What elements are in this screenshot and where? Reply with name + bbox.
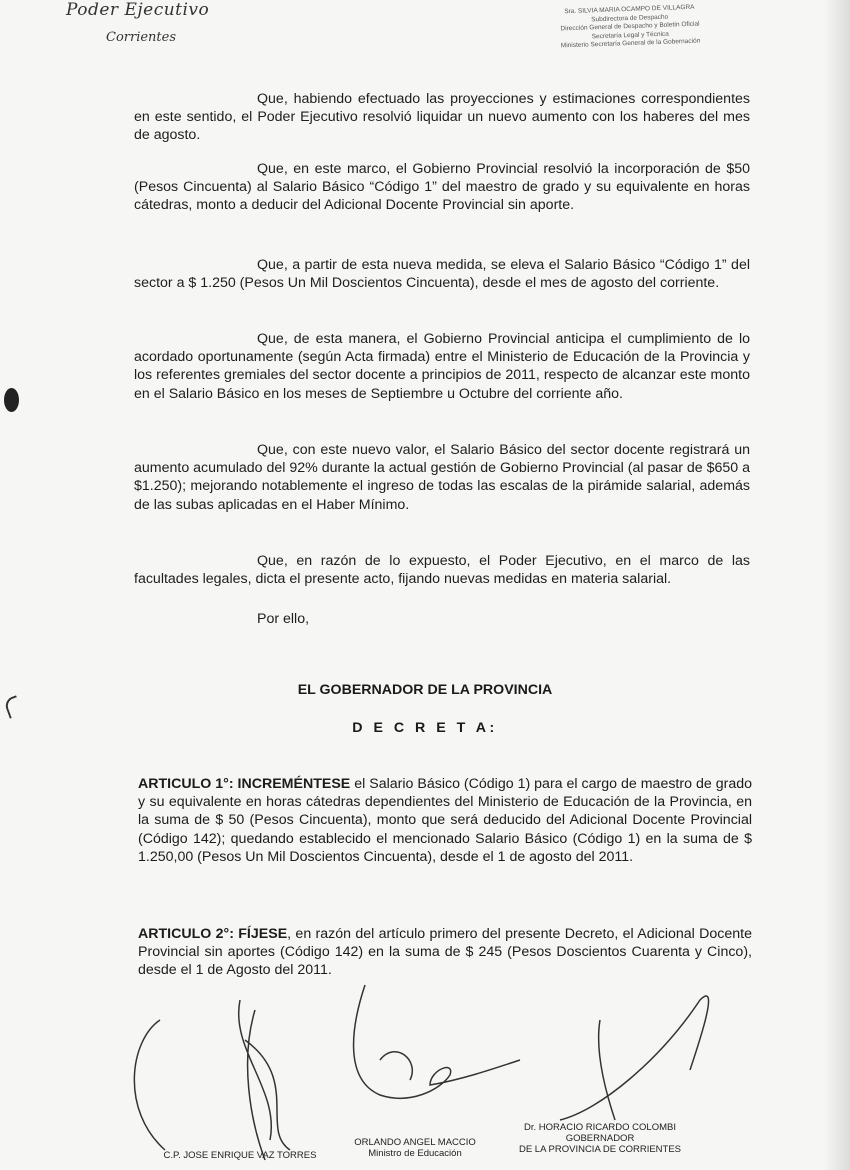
signatory-role: GOBERNADOR — [565, 1133, 635, 1144]
article-verb: FÍJESE — [238, 926, 288, 942]
por-ello: Por ello, — [257, 611, 310, 627]
article-text: el Salario Básico (Código 1) para el cargo de maestro de grado y su equivalente en horas cátedras dependientes del Ministerio de Educación de la Provincia, en la suma de $ 50 (Pesos Cincuenta), monto que será deducido del Adicional Docente Provincial (Código 142); quedando establecido el mencionado Salario Básico (Código 1) en la suma de $ 1.250,00 (Pesos Un Mil Doscientos Cincuenta), desde el 1 de agosto del 2011. — [138, 776, 752, 865]
signatory-role-2: DE LA PROVINCIA DE CORRIENTES — [518, 1144, 682, 1155]
letterhead-subtitle: Corrientes — [106, 30, 177, 45]
signatory-role: Ministro de Educación — [368, 1148, 462, 1159]
stamp-line: Secretaría Legal y Técnica — [591, 30, 669, 40]
governor-heading: EL GOBERNADOR DE LA PROVINCIA — [297, 682, 553, 698]
article-label: ARTICULO 2°: — [138, 926, 234, 942]
paragraph: Que, con este nuevo valor, el Salario Básico del sector docente registrará un aumento acumulado del 92% durante la actual gestión de Gobierno Provincial (al pasar de $650 a $1.250); mejorando notablemente el ingreso de todas las escalas de la pirámide salarial, además de las subas aplicadas en el Haber Mínimo. — [134, 442, 750, 513]
paragraph: Que, habiendo efectuado las proyecciones y estimaciones correspondientes en este sentido, el Poder Ejecutivo resolvió liquidar un nuevo aumento con los haberes del mes de agosto. — [134, 91, 750, 144]
stamp-line: Dirección General de Despacho y Boletín Oficial — [560, 20, 700, 33]
stamp-line: Ministerio Secretaría General de la Gobernación — [560, 37, 701, 50]
stamp-line: Subdirectora de Despacho — [591, 13, 669, 23]
letterhead-title: Poder Ejecutivo — [66, 0, 210, 20]
paragraph: Que, a partir de esta nueva medida, se eleva el Salario Básico “Código 1” del sector a $ 1.250 (Pesos Un Mil Doscientos Cincuenta), desde el mes de agosto del corriente. — [134, 257, 750, 292]
stamp-line: Sra. SILVIA MARIA OCAMPO DE VILLAGRA — [564, 3, 695, 16]
paragraph: Que, de esta manera, el Gobierno Provincial anticipa el cumplimiento de lo acordado oportunamente (según Acta firmada) entre el Ministerio de Educación de la Provincia y los referentes gremiales del sector docente a principios de 2011, respecto de alcanzar este monto en el Salario Básico en los meses de Septiembre u Octubre del corriente año. — [134, 331, 750, 402]
signature-block-1 — [150, 1150, 330, 1161]
signature-block-3 — [510, 1122, 690, 1155]
signature-block-2 — [330, 1137, 500, 1159]
paragraph: Que, en este marco, el Gobierno Provincial resolvió la incorporación de $50 (Pesos Cincuenta) al Salario Básico “Código 1” del maestro de grado y su equivalente en horas cátedras, monto a deducir del Adicional Docente Provincial sin aporte. — [134, 161, 750, 214]
article-verb: INCREMÉNTESE — [237, 776, 351, 792]
paragraph: Que, en razón de lo expuesto, el Poder Ejecutivo, en el marco de las facultades legales, dicta el presente acto, fijando nuevas medidas en materia salarial. — [134, 553, 750, 588]
decreta-heading: D E C R E T A: — [352, 720, 498, 736]
article-text: , en razón del artículo primero del presente Decreto, el Adicional Docente Provincial sin aportes (Código 142) en la suma de $ 245 (Pesos Doscientos Cuarenta y Cinco), desde el 1 de Agosto del 2011. — [138, 926, 752, 979]
signatory-name: C.P. JOSE ENRIQUE VAZ TORRES — [163, 1150, 317, 1161]
article-label: ARTICULO 1°: — [138, 776, 234, 792]
signatory-name: ORLANDO ANGEL MACCIO — [354, 1137, 476, 1148]
signatory-name: Dr. HORACIO RICARDO COLOMBI — [523, 1122, 676, 1133]
